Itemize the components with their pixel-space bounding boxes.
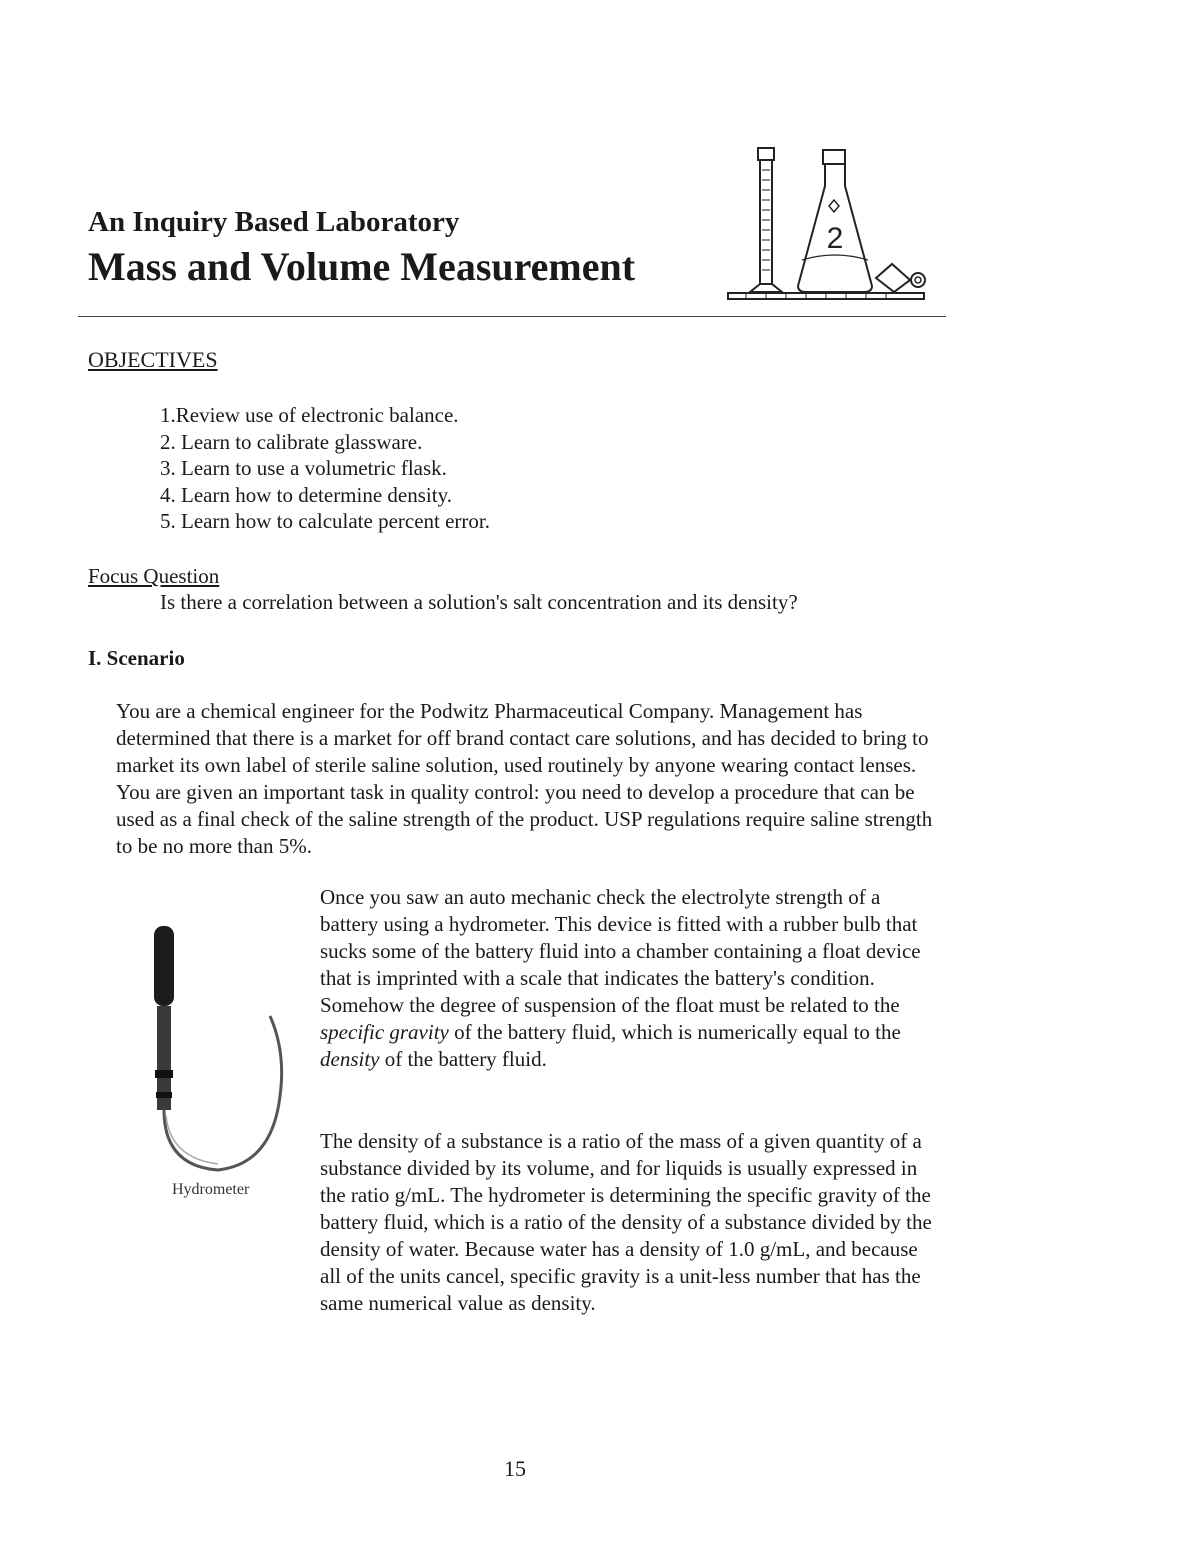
hydrometer-caption: Hydrometer xyxy=(172,1181,250,1198)
hydrometer-image xyxy=(140,920,300,1180)
scenario-paragraph-2 xyxy=(320,884,935,1073)
header-divider xyxy=(78,316,946,317)
objectives-heading: OBJECTIVES xyxy=(88,347,218,372)
list-item: 2. Learn to calibrate glassware. xyxy=(160,429,423,454)
paragraph-text: of the battery fluid. xyxy=(379,1047,547,1071)
focus-question: Is there a correlation between a solution's salt concentration and its density? xyxy=(160,590,798,614)
specific-gravity-term: specific gravity xyxy=(320,1020,449,1044)
glassware-logo-icon xyxy=(726,140,936,318)
paragraph-text: of the battery fluid, which is numerically equal to the xyxy=(448,1020,901,1044)
focus-question-heading: Focus Question xyxy=(88,564,220,588)
list-item: 5. Learn how to calculate percent error. xyxy=(160,509,491,534)
list-item: 4. Learn how to determine density. xyxy=(160,482,452,507)
logo-number: 2 xyxy=(826,222,844,255)
scenario-paragraph-3: The density of a substance is a ratio of the mass of a given quantity of a substance divided by its volume, and for liquids is usually expressed in the ratio g/mL. The hydrometer is determining the specific gravity of the battery fluid, which is a ratio of the density of a substance divided by the density of water. Because water has a density of 1.0 g/mL, and because all of the units cancel, specific gravity is a unit-less number that has the same numerical value as density. xyxy=(320,1129,932,1315)
density-term: density xyxy=(320,1047,380,1071)
page-number: 15 xyxy=(504,1456,526,1481)
objectives-list xyxy=(160,402,490,535)
scenario-heading: I. Scenario xyxy=(88,646,185,670)
list-item: 1.Review use of electronic balance. xyxy=(160,403,459,427)
scenario-paragraph-1: You are a chemical engineer for the Podwitz Pharmaceutical Company. Management has determined that there is a market for off brand contact care solutions, and has decided to bring to market its own label of sterile saline solution, used routinely by anyone wearing contact lenses. You are given an important task in quality control: you need to develop a procedure that can be used as a final check of the saline strength of the product. USP regulations require saline strength to be no more than 5%. xyxy=(116,699,933,858)
paragraph-text: Once you saw an auto mechanic check the electrolyte strength of a battery using a hydrometer. This device is fitted with a rubber bulb that sucks some of the battery fluid into a chamber containing a float device that is imprinted with a scale that indicates the battery's condition. Somehow the degree of suspension of the float must be related to the xyxy=(320,885,921,1017)
list-item: 3. Learn to use a volumetric flask. xyxy=(160,456,447,481)
page-title: Mass and Volume Measurement xyxy=(88,244,636,289)
lab-subtitle: An Inquiry Based Laboratory xyxy=(88,206,460,238)
